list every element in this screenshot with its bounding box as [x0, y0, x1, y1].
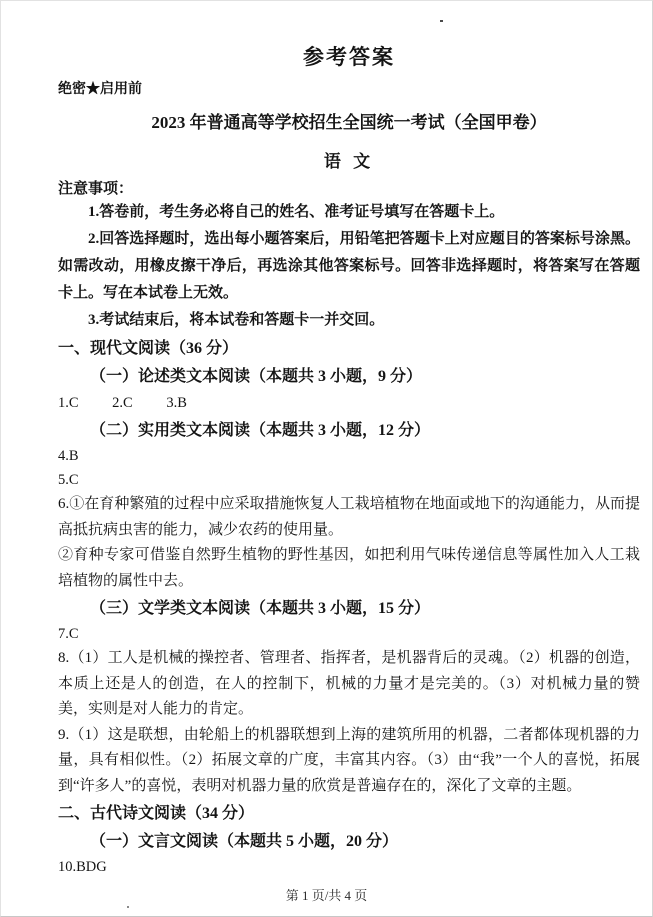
- section-1-1-heading: （一）论述类文本阅读（本题共 3 小题，9 分）: [90, 368, 423, 385]
- notice-item-1: 1.答卷前，考生务必将自己的姓名、准考证号填写在答题卡上。: [88, 204, 505, 220]
- answer-7: 7.C: [58, 626, 79, 642]
- notice-item-3: 3.考试结束后，将本试卷和答题卡一并交回。: [88, 312, 385, 328]
- page-number-footer: 第 1 页/共 4 页: [285, 888, 368, 903]
- answer-2: 2.C: [112, 395, 133, 411]
- notice-heading: 注意事项：: [58, 181, 134, 197]
- notice-item-2: 2.回答选择题时，选出每小题答案后，用铅笔把答题卡上对应题目的答案标号涂黑。如需改动，用橡皮擦干净后，再选涂其他答案标号。回答非选择题时，将答案写在答题卡上。写在本试卷上无效。: [58, 231, 640, 301]
- answer-6-point-2: ②育种专家可借鉴自然野生植物的野性基因，如把利用气味传递信息等属性加入人工栽培植物的属性中去。: [58, 547, 640, 589]
- answer-8: 8.（1）工人是机械的操控者、管理者、指挥者，是机器背后的灵魂。（2）机器的创造，本质上还是人的创造，在人的控制下，机械的力量才是完美的。（3）对机械力量的赞美，实则是对人能力的肯定。: [58, 650, 640, 717]
- answer-6-point-1: 6.①在育种繁殖的过程中应采取措施恢复人工栽培植物在地面或地下的沟通能力，从而提高抵抗病虫害的能力，减少农药的使用量。: [58, 496, 640, 538]
- subject-title: 语 文: [323, 152, 375, 171]
- section-1-3-heading: （三）文学类文本阅读（本题共 3 小题，15 分）: [90, 600, 431, 617]
- section-1-2-heading: （二）实用类文本阅读（本题共 3 小题，12 分）: [90, 422, 431, 439]
- security-marking: 绝密★启用前: [58, 82, 142, 97]
- section-2-1-heading: （一）文言文阅读（本题共 5 小题，20 分）: [90, 833, 399, 850]
- answer-4: 4.B: [58, 448, 79, 464]
- answer-5: 5.C: [58, 472, 79, 488]
- answer-3: 3.B: [166, 395, 187, 411]
- section-1-heading: 一、现代文阅读（36 分）: [58, 340, 239, 357]
- exam-title: 2023 年普通高等学校招生全国统一考试（全国甲卷）: [151, 113, 547, 132]
- answer-1: 1.C: [58, 395, 79, 411]
- answers-1-to-3: [58, 390, 640, 416]
- scan-speck-bottom: [127, 906, 129, 908]
- page-content: [1, 1, 652, 879]
- answer-key-title: 参考答案: [303, 45, 395, 69]
- section-2-heading: 二、古代诗文阅读（34 分）: [58, 805, 255, 822]
- answer-9: 9.（1）这是联想，由轮船上的机器联想到上海的建筑所用的机器，二者都体现机器的力量，具有相似性。（2）拓展文章的广度，丰富其内容。（3）由“我”一个人的喜悦，拓展到“许多人”的喜悦，表明对机器力量的欣赏是普遍存在的，深化了文章的主题。: [58, 726, 640, 794]
- answer-10: 10.BDG: [58, 859, 107, 875]
- scan-speck-top: [440, 20, 443, 22]
